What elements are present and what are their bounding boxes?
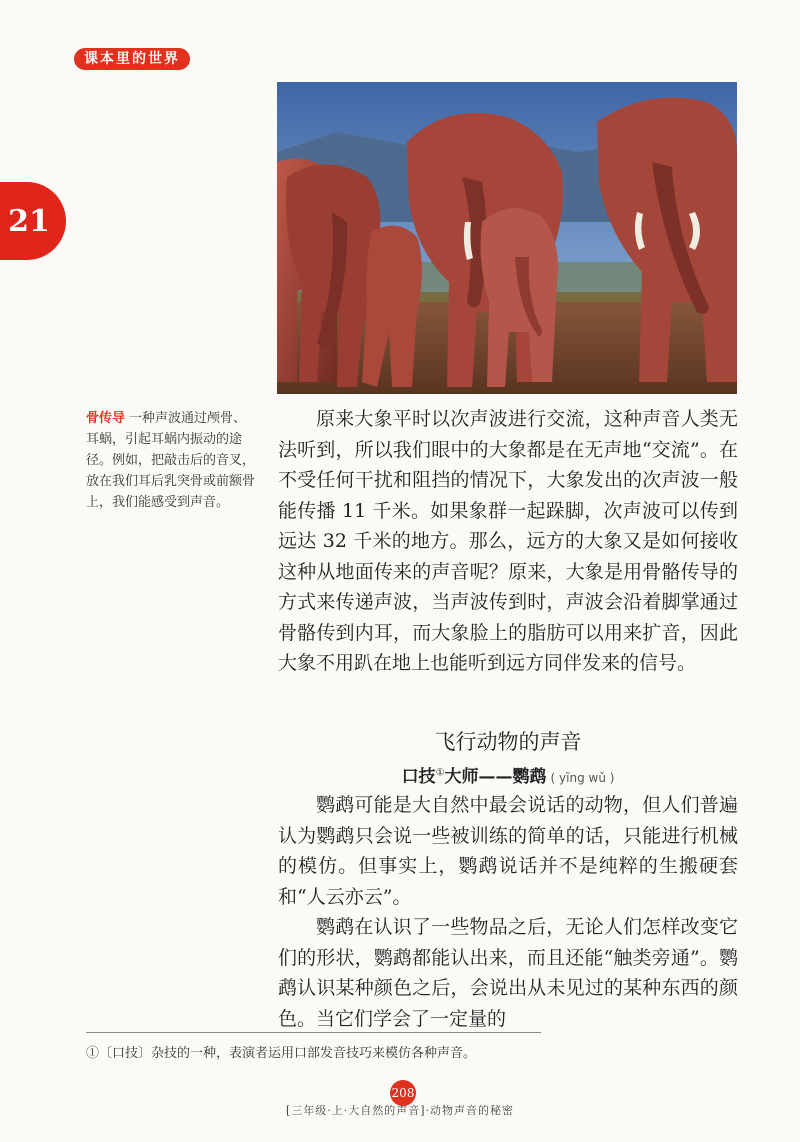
series-badge: 课本里的世界 bbox=[74, 48, 190, 70]
parrot-text bbox=[278, 790, 738, 1034]
subtitle-part-b: 大师——鹦鹉 bbox=[444, 767, 547, 787]
parrot-paragraph-2: 鹦鹉在认识了一些物品之后，无论人们怎样改变它们的形状，鹦鹉都能认出来，而且还能“触类旁通”。鹦鹉认识某种颜色之后，会说出从未见过的某种东西的颜色。当它们学会了一定量的 bbox=[278, 916, 738, 1030]
elephant-herd-photo bbox=[277, 82, 737, 394]
parrot-paragraph-1: 鹦鹉可能是大自然中最会说话的动物，但人们普遍认为鹦鹉只会说一些被训练的简单的话，只能进行机械的模仿。但事实上，鹦鹉说话并不是纯粹的生搬硬套和“人云亦云”。 bbox=[278, 794, 738, 908]
footnote: ①〔口技〕杂技的一种，表演者运用口部发音技巧来模仿各种声音。 bbox=[86, 1046, 477, 1061]
sidenote bbox=[86, 408, 256, 513]
chapter-number-tab: 21 bbox=[0, 182, 66, 260]
elephant-paragraph: 原来大象平时以次声波进行交流，这种声音人类无法听到，所以我们眼中的大象都是在无声地“交流”。在不受任何干扰和阻挡的情况下，大象发出的次声波一般能传播 11 千米。如果象群一起跺脚，次声波可以传到远达 32 千米的地方。那么，远方的大象又是如何接收这种从地面传来的声音呢？原来，大象是用骨骼传导的方式来传递声波，当声波传到时，声波会沿着脚掌通过骨骼传到内耳，而大象脸上的脂肪可以用来扩音，因此大象不用趴在地上也能听到远方同伴发来的信号。 bbox=[278, 408, 738, 674]
page-number: 208 bbox=[390, 1080, 416, 1106]
section-subtitle bbox=[278, 762, 738, 787]
main-text bbox=[278, 404, 738, 679]
footnote-divider bbox=[86, 1032, 541, 1033]
sidenote-text: 一种声波通过颅骨、耳蜗，引起耳蜗内振动的途径。例如，把敲击后的音叉，放在我们耳后乳突骨或前额骨上，我们能感受到声音。 bbox=[86, 411, 256, 510]
sidenote-term: 骨传导 bbox=[86, 411, 126, 426]
section-title: 飞行动物的声音 bbox=[434, 730, 582, 754]
subtitle-part-a: 口技 bbox=[401, 767, 436, 787]
footnote-marker: ① bbox=[435, 767, 445, 779]
pinyin-annotation: ( yīng wǔ ) bbox=[550, 771, 615, 785]
footer-caption: [三年级·上·大自然的声音]·动物声音的秘密 bbox=[285, 1104, 515, 1117]
